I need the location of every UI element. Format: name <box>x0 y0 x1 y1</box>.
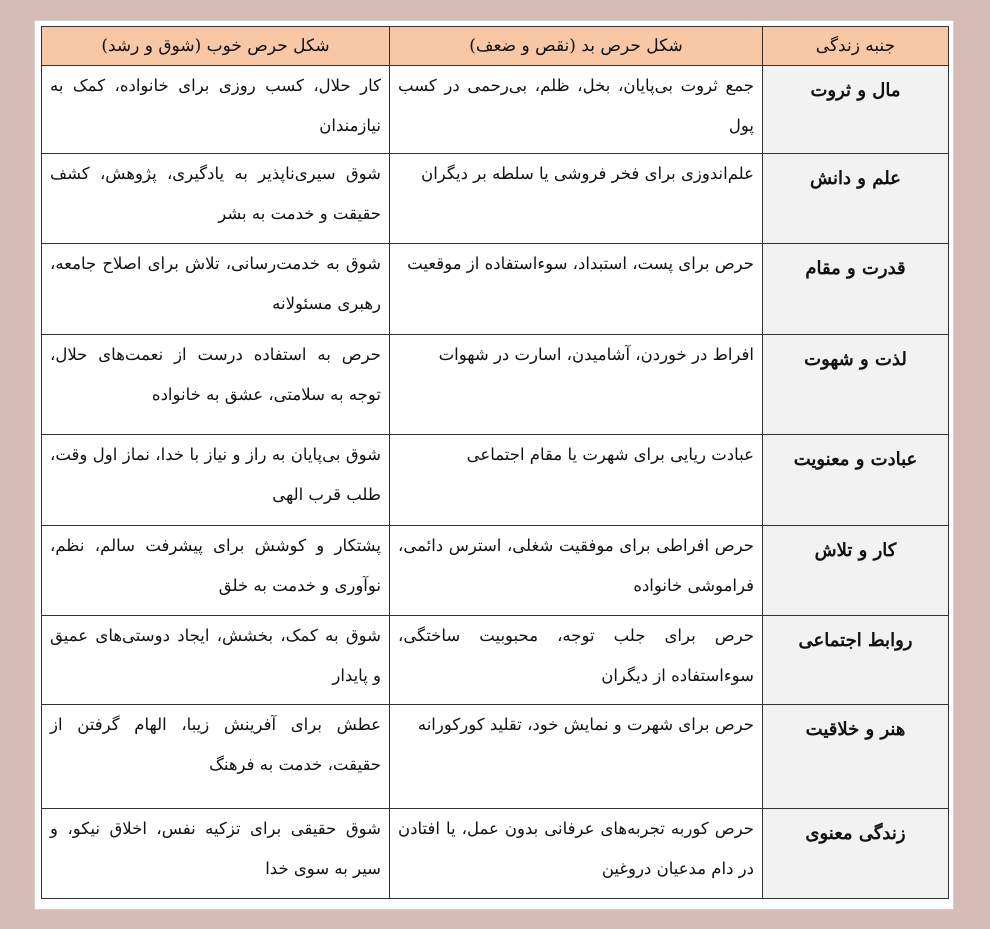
good-form-cell: شوق به کمک، بخشش، ایجاد دوستی‌های عمیق و پایدار <box>42 616 390 705</box>
good-form-cell: حرص به استفاده درست از نعمت‌های حلال، توجه به سلامتی، عشق به خانواده <box>42 335 390 435</box>
bad-form-cell: حرص برای پست، استبداد، سوءاستفاده از موقعیت <box>390 244 763 335</box>
bad-form-cell: جمع ثروت بی‌پایان، بخل، ظلم، بی‌رحمی در کسب پول <box>390 66 763 154</box>
comparison-table <box>41 26 949 899</box>
table-row <box>42 526 949 616</box>
document-page <box>34 20 954 910</box>
aspect-cell: کار و تلاش <box>763 526 949 616</box>
table-row <box>42 66 949 154</box>
bad-form-cell: افراط در خوردن، آشامیدن، اسارت در شهوات <box>390 335 763 435</box>
header-aspect: جنبه زندگی <box>763 27 949 66</box>
good-form-cell: شوق به خدمت‌رسانی، تلاش برای اصلاح جامعه، رهبری مسئولانه <box>42 244 390 335</box>
aspect-cell: علم و دانش <box>763 154 949 244</box>
aspect-cell: عبادت و معنویت <box>763 435 949 526</box>
header-row <box>42 27 949 66</box>
bad-form-cell: حرص برای جلب توجه، محبوبیت ساختگی، سوءاستفاده از دیگران <box>390 616 763 705</box>
bad-form-cell: حرص افراطی برای موفقیت شغلی، استرس دائمی، فراموشی خانواده <box>390 526 763 616</box>
table-row <box>42 705 949 809</box>
header-bad-form: شکل حرص بد (نقص و ضعف) <box>390 27 763 66</box>
good-form-cell: شوق حقیقی برای تزکیه نفس، اخلاق نیکو، و سیر به سوی خدا <box>42 809 390 899</box>
good-form-cell: پشتکار و کوشش برای پیشرفت سالم، نظم، نوآوری و خدمت به خلق <box>42 526 390 616</box>
aspect-cell: قدرت و مقام <box>763 244 949 335</box>
good-form-cell: شوق سیری‌ناپذیر به یادگیری، پژوهش، کشف حقیقت و خدمت به بشر <box>42 154 390 244</box>
bad-form-cell: حرص کوربه تجربه‌های عرفانی بدون عمل، یا افتادن در دام مدعیان دروغین <box>390 809 763 899</box>
table-row <box>42 809 949 899</box>
bad-form-cell: عبادت ریایی برای شهرت یا مقام اجتماعی <box>390 435 763 526</box>
table-row <box>42 335 949 435</box>
good-form-cell: شوق بی‌پایان به راز و نیاز با خدا، نماز اول وقت، طلب قرب الهی <box>42 435 390 526</box>
good-form-cell: کار حلال، کسب روزی برای خانواده، کمک به نیازمندان <box>42 66 390 154</box>
aspect-cell: زندگی معنوی <box>763 809 949 899</box>
bad-form-cell: علم‌اندوزی برای فخر فروشی یا سلطه بر دیگران <box>390 154 763 244</box>
aspect-cell: روابط اجتماعی <box>763 616 949 705</box>
table-row <box>42 616 949 705</box>
aspect-cell: هنر و خلاقیت <box>763 705 949 809</box>
bad-form-cell: حرص برای شهرت و نمایش خود، تقلید کورکورانه <box>390 705 763 809</box>
table-row <box>42 154 949 244</box>
aspect-cell: مال و ثروت <box>763 66 949 154</box>
header-good-form: شکل حرص خوب (شوق و رشد) <box>42 27 390 66</box>
table-row <box>42 435 949 526</box>
table-row <box>42 244 949 335</box>
good-form-cell: عطش برای آفرینش زیبا، الهام گرفتن از حقیقت، خدمت به فرهنگ <box>42 705 390 809</box>
aspect-cell: لذت و شهوت <box>763 335 949 435</box>
